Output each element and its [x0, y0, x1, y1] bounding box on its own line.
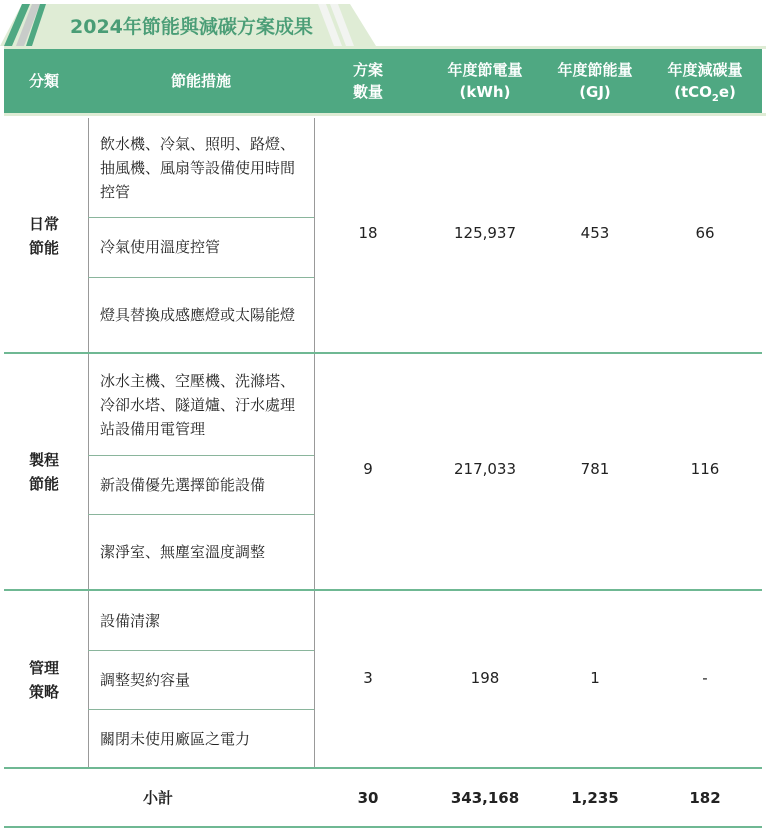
- measure-cell: 新設備優先選擇節能設備: [100, 475, 266, 494]
- category-cell: 管理 策略: [28, 658, 59, 701]
- total-count: 30: [357, 789, 379, 807]
- measure-cell: 冰水主機、空壓機、洗滌塔、冷卻水塔、隧道爐、汙水處理站設備用電管理: [100, 371, 296, 438]
- divider: [4, 113, 766, 116]
- measure-cell: 冷氣使用溫度控管: [100, 238, 221, 256]
- total-co2: 182: [689, 789, 721, 807]
- measure-cell: 飲水機、冷氣、照明、路燈、抽風機、風扇等設備使用時間控管: [100, 134, 296, 201]
- total-kwh: 343,168: [450, 789, 520, 807]
- total-gj: 1,235: [571, 789, 619, 807]
- co2-cell: 66: [695, 224, 715, 242]
- total-label: 小計: [142, 789, 173, 807]
- header-kwh: 年度節電量 (kWh): [447, 61, 523, 101]
- page-title: 2024年節能與減碳方案成果: [70, 16, 313, 38]
- category-cell: 日常 節能: [28, 214, 59, 257]
- table-bottom-border: [4, 826, 762, 828]
- co2-cell: -: [702, 669, 708, 687]
- count-cell: 9: [363, 460, 373, 478]
- kwh-cell: 125,937: [453, 224, 517, 242]
- header-co2: 年度減碳量 (tCO$_2$e): [667, 61, 743, 104]
- co2-cell: 116: [690, 460, 720, 478]
- kwh-cell: 198: [470, 669, 500, 687]
- measure-cell: 調整契約容量: [100, 670, 191, 689]
- header-category: 分類: [28, 72, 59, 90]
- gj-cell: 1: [590, 669, 600, 687]
- header-count: 方案 數量: [352, 61, 383, 101]
- measure-cell: 燈具替換成感應燈或太陽能燈: [100, 306, 296, 324]
- gj-cell: 781: [580, 460, 610, 478]
- category-cell: 製程 節能: [28, 451, 59, 493]
- header-measures: 節能措施: [170, 72, 231, 90]
- column-divider: [314, 118, 315, 768]
- kwh-cell: 217,033: [453, 460, 517, 478]
- gj-cell: 453: [580, 224, 610, 242]
- measure-cell: 關閉未使用廠區之電力: [100, 729, 251, 748]
- measure-cell: 設備清潔: [100, 611, 161, 630]
- count-cell: 18: [358, 224, 378, 242]
- header-gj: 年度節能量 (GJ): [557, 61, 633, 101]
- count-cell: 3: [363, 669, 373, 687]
- measure-cell: 潔淨室、無塵室溫度調整: [100, 543, 266, 561]
